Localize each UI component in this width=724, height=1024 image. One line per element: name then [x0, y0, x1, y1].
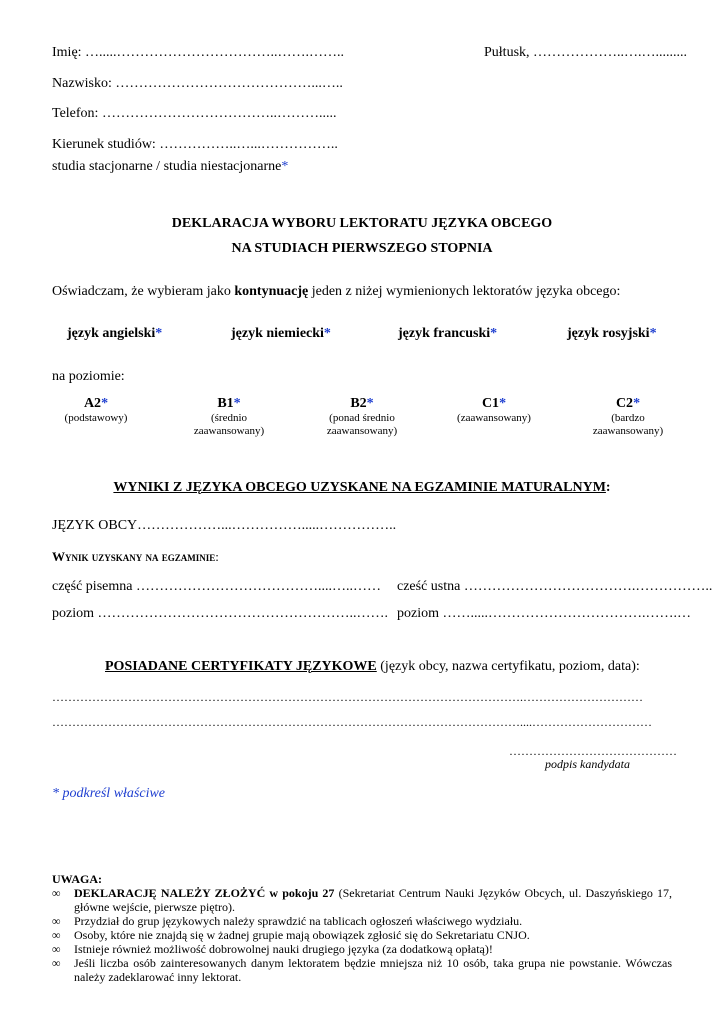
study-mode-line — [52, 159, 288, 175]
matura-heading-colon: : — [605, 480, 611, 495]
written-part-field[interactable]: część pisemna …………………………………....…..…… — [52, 579, 381, 594]
infinity-bullet-icon: ∞ — [52, 914, 61, 928]
asterisk-mark: * — [101, 396, 109, 411]
level-option-c1[interactable] — [448, 395, 540, 425]
level-code: C2 — [615, 396, 634, 411]
note-text: Istnieje również możliwość dobrowolnej nauki drugiego języka (za dodatkową opłatą)! — [74, 942, 493, 956]
asterisk-mark: * — [490, 326, 498, 341]
level-code: C1 — [481, 396, 500, 411]
level-option-a2[interactable] — [50, 395, 142, 425]
level-description: (średnio zaawansowany) — [193, 412, 265, 437]
note-item — [52, 956, 672, 984]
signature-field[interactable]: …………………………………… — [509, 744, 677, 758]
certificates-heading-suffix: (język obcy, nazwa certyfikatu, poziom, data): — [376, 659, 640, 674]
level-description: (zaawansowany) — [457, 412, 531, 424]
asterisk-mark: * — [499, 396, 507, 411]
foreign-language-field[interactable]: JĘZYK OBCY………………...…………….....…………….. — [52, 518, 397, 533]
language-label: język francuski — [398, 326, 491, 341]
exam-result-label-colon: : — [215, 549, 219, 564]
certificates-line-2[interactable]: ………………………………………………………………………………………………………....………………………… — [52, 715, 652, 729]
level-option-c2[interactable] — [590, 395, 666, 438]
language-label: język rosyjski — [567, 326, 650, 341]
asterisk-mark: * — [155, 326, 163, 341]
infinity-bullet-icon: ∞ — [52, 886, 61, 900]
certificates-heading-text: POSIADANE CERTYFIKATY JĘZYKOWE — [105, 659, 377, 674]
declaration-before: Oświadczam, że wybieram jako — [52, 284, 235, 299]
signature-label: podpis kandydata — [545, 757, 630, 771]
level-code: A2 — [83, 396, 102, 411]
level-code: B1 — [217, 396, 234, 411]
exam-result-label-text: Wynik uzyskany na egzaminie — [52, 549, 216, 564]
infinity-bullet-icon: ∞ — [52, 956, 61, 970]
language-label: język niemiecki — [231, 326, 324, 341]
document-title-line1: DEKLARACJA WYBORU LEKTORATU JĘZYKA OBCEGO — [171, 216, 553, 231]
footnote: * podkreśl właściwe — [52, 786, 166, 801]
certificates-heading — [105, 659, 640, 675]
field-of-study-field[interactable]: Kierunek studiów: ……………..…...…………….. — [52, 137, 338, 152]
language-option-french[interactable] — [398, 326, 497, 342]
infinity-bullet-icon: ∞ — [52, 942, 61, 956]
language-option-english[interactable] — [67, 326, 162, 342]
document-title-line2: NA STUDIACH PIERWSZEGO STOPNIA — [231, 241, 493, 256]
language-label: język angielski — [67, 326, 156, 341]
level-code: B2 — [350, 396, 367, 411]
surname-field[interactable]: Nazwisko: ……………………………………...….. — [52, 76, 343, 91]
note-text: Osoby, które nie znajdą się w żadnej grupie mają obowiązek zgłosić się do Sekretariatu CNJO. — [74, 928, 530, 942]
asterisk-mark: * — [366, 396, 374, 411]
infinity-bullet-icon: ∞ — [52, 928, 61, 942]
declaration-bold: kontynuację — [234, 284, 309, 299]
oral-level-field[interactable]: poziom …….....…………………………….…….… — [397, 606, 691, 621]
level-description: (ponad średnio zaawansowany) — [326, 412, 398, 437]
notes-list — [52, 886, 672, 984]
written-level-field[interactable]: poziom ………………………………………………..……. — [52, 606, 388, 621]
place-date-field[interactable]: Pułtusk, ………………..….…......... — [484, 45, 688, 60]
matura-heading — [0, 480, 724, 496]
levels-label: na poziomie: — [52, 369, 125, 384]
certificates-line-1[interactable]: ……………………………………………………………………………………………………….………………………… — [52, 690, 643, 704]
level-option-b2[interactable] — [322, 395, 402, 438]
note-text: Jeśli liczba osób zainteresowanych danym lektoratem będzie mniejsza niż 10 osób, taka grupa nie powstanie. Wówczas należy zadeklarować inny lektorat. — [74, 956, 672, 984]
declaration-after: jeden z niżej wymienionych lektoratów języka obcego: — [308, 284, 621, 299]
phone-field[interactable]: Telefon: ………………………………..………..... — [52, 106, 337, 121]
note-bold-text: DEKLARACJĘ NALEŻY ZŁOŻYĆ w pokoju 27 — [74, 886, 335, 900]
note-item — [52, 886, 672, 914]
asterisk-mark: * — [281, 159, 289, 174]
asterisk-mark: * — [323, 326, 331, 341]
note-text: (Sekretariat Centrum Nauki Języków Obcych, ul. Daszyńskiego 17, główne wejście, pierwsze piętro). — [74, 886, 673, 914]
name-field[interactable]: Imię: ….....……………………………..…….…….. — [52, 45, 345, 60]
level-description: (podstawowy) — [64, 412, 128, 424]
declaration-text — [52, 284, 620, 300]
note-item — [52, 942, 672, 956]
notes-title: UWAGA: — [52, 872, 102, 886]
note-text: Przydział do grup językowych należy sprawdzić na tablicach ogłoszeń właściwego wydziału. — [74, 914, 523, 928]
asterisk-mark: * — [649, 326, 657, 341]
asterisk-mark: * — [633, 396, 641, 411]
note-item — [52, 914, 672, 928]
oral-part-field[interactable]: cześć ustna ……………………………….…………….. — [397, 579, 713, 594]
asterisk-mark: * — [233, 396, 241, 411]
language-option-russian[interactable] — [567, 326, 657, 342]
study-mode-text: studia stacjonarne / studia niestacjonarne — [52, 159, 282, 174]
matura-heading-text: WYNIKI Z JĘZYKA OBCEGO UZYSKANE NA EGZAMINIE MATURALNYM — [113, 480, 606, 495]
level-description: (bardzo zaawansowany) — [592, 412, 664, 437]
level-option-b1[interactable] — [188, 395, 270, 438]
exam-result-label — [52, 548, 219, 566]
language-option-german[interactable] — [231, 326, 331, 342]
note-item — [52, 928, 672, 942]
